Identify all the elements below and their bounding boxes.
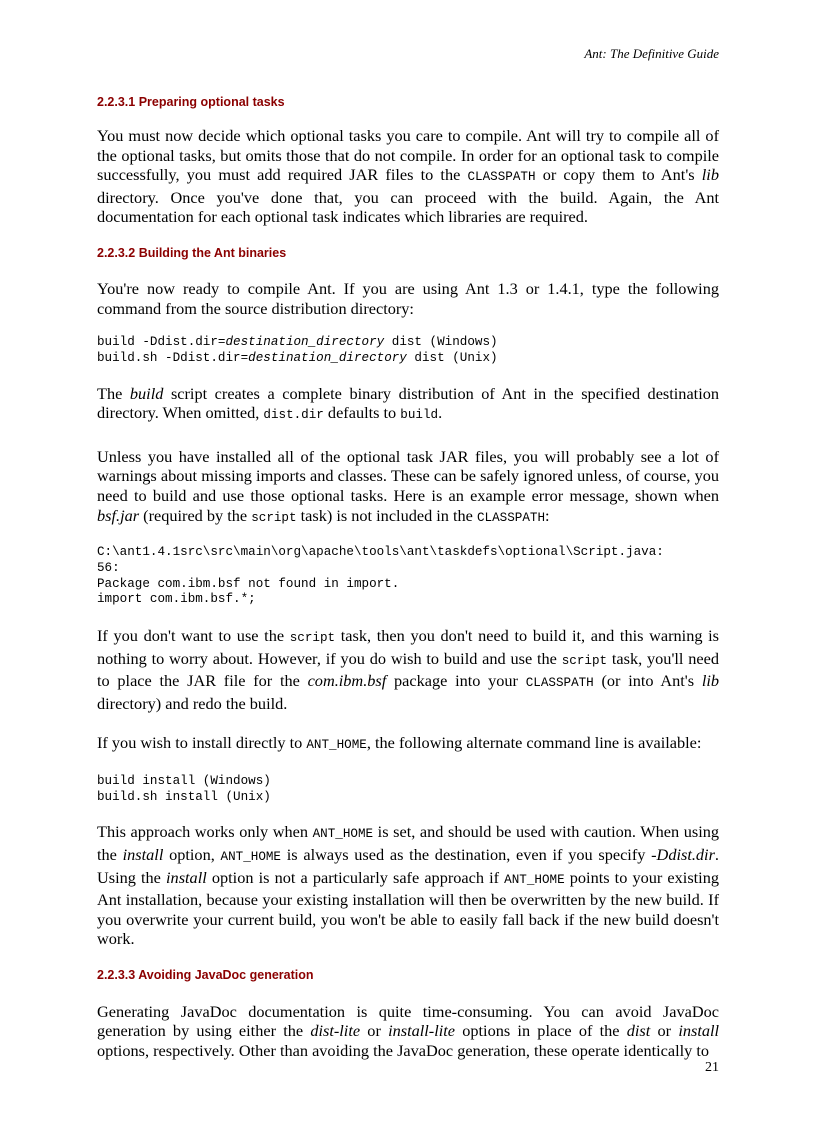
inline-code: CLASSPATH	[476, 510, 546, 525]
section-heading-building-ant-binaries: 2.2.3.2 Building the Ant binaries	[97, 245, 287, 260]
inline-code: script	[289, 630, 336, 645]
inline-code: CLASSPATH	[467, 170, 536, 185]
emphasis: install	[678, 1021, 720, 1041]
emphasis: -Ddist.dir	[651, 844, 715, 864]
emphasis: build	[129, 383, 164, 403]
emphasis: dist	[626, 1021, 651, 1041]
paragraph-install-caution: This approach works only when ANT_HOME is set, and should be used with caution. When using the install option, ANT_HOME is always used as the destination, even if you specify -Ddist.dir. Using the install option is not a particularly safe approach if ANT_HOME points to your existing Ant installation, because your existing installation will then be overwritten by the new build. If you overwrite your current build, you won't be able to easily fall back if the new build doesn't work.	[97, 822, 719, 949]
inline-code: dist.dir	[263, 408, 324, 423]
paragraph-ready-to-compile: You're now ready to compile Ant. If you are using Ant 1.3 or 1.4.1, type the following command from the source distribution directory:	[97, 278, 719, 318]
emphasis: install	[122, 844, 164, 864]
code-block-install-commands: build install (Windows) build.sh install (Unix)	[97, 773, 271, 804]
page-body	[97, 95, 719, 1061]
section-heading-avoiding-javadoc: 2.2.3.3 Avoiding JavaDoc generation	[97, 967, 314, 982]
section-heading-preparing-optional-tasks: 2.2.3.1 Preparing optional tasks	[97, 95, 285, 109]
page-number: 21	[705, 1060, 719, 1075]
emphasis: install-lite	[388, 1021, 456, 1041]
paragraph-warnings: Unless you have installed all of the optional task JAR files, you will probably see a lot of warnings about missing imports and classes. These can be safely ignored unless, of course, you need to build and use those optional tasks. Here is an example error message, shown when bsf.jar (required by the script task) is not included in the CLASSPATH:	[97, 446, 719, 525]
inline-code: build	[400, 408, 439, 423]
paragraph-build-script: The build script creates a complete binary distribution of Ant in the specified destination directory. When omitted, dist.dir defaults to build.	[97, 383, 719, 423]
inline-code: CLASSPATH	[525, 676, 594, 691]
emphasis: lib	[701, 671, 720, 691]
code-block-build-commands: build -Ddist.dir=destination_directory dist (Windows) build.sh -Ddist.dir=destination_directory dist (Unix)	[97, 335, 498, 365]
paragraph-javadoc: Generating JavaDoc documentation is quite time-consuming. You can avoid JavaDoc generation by using either the dist-lite or install-lite options in place of the dist or install options, respectively. Other than avoiding the JavaDoc generation, these operate identically to	[97, 1001, 720, 1061]
emphasis: dist-lite	[310, 1021, 361, 1041]
paragraph-script-task: If you don't want to use the script task, then you don't need to build it, and this warning is nothing to worry about. However, if you do wish to build and use the script task, you'll need to place the JAR file for the com.ibm.bsf package into your CLASSPATH (or into Ant's lib directory) and redo the build.	[97, 625, 720, 713]
inline-code: ANT_HOME	[306, 738, 367, 753]
emphasis: lib	[701, 165, 719, 185]
inline-code: script	[251, 510, 297, 525]
inline-code: script	[561, 653, 608, 668]
paragraph-optional-tasks: You must now decide which optional tasks you care to compile. Ant will try to compile all of the optional tasks, but omits those that do not compile. In order for an optional task to compile successfully, you must add required JAR files to the CLASSPATH or copy them to Ant's lib directory. Once you've done that, you can proceed with the build. Again, the Ant documentation for each optional task indicates which libraries are required.	[97, 126, 719, 227]
emphasis: com.ibm.bsf	[307, 671, 387, 691]
inline-code: ANT_HOME	[220, 849, 281, 864]
code-block-error-message: C:\ant1.4.1src\src\main\org\apache\tools\ant\taskdefs\optional\Script.java: 56: Package com.ibm.bsf not found in import. import com.ibm.bsf.*;	[97, 545, 664, 607]
inline-code: ANT_HOME	[312, 827, 374, 842]
inline-code: ANT_HOME	[504, 872, 565, 887]
paragraph-install-directly: If you wish to install directly to ANT_HOME, the following alternate command line is available:	[97, 733, 702, 753]
emphasis: install	[166, 867, 207, 887]
running-header: Ant: The Definitive Guide	[584, 46, 719, 61]
emphasis: bsf.jar	[97, 505, 140, 525]
